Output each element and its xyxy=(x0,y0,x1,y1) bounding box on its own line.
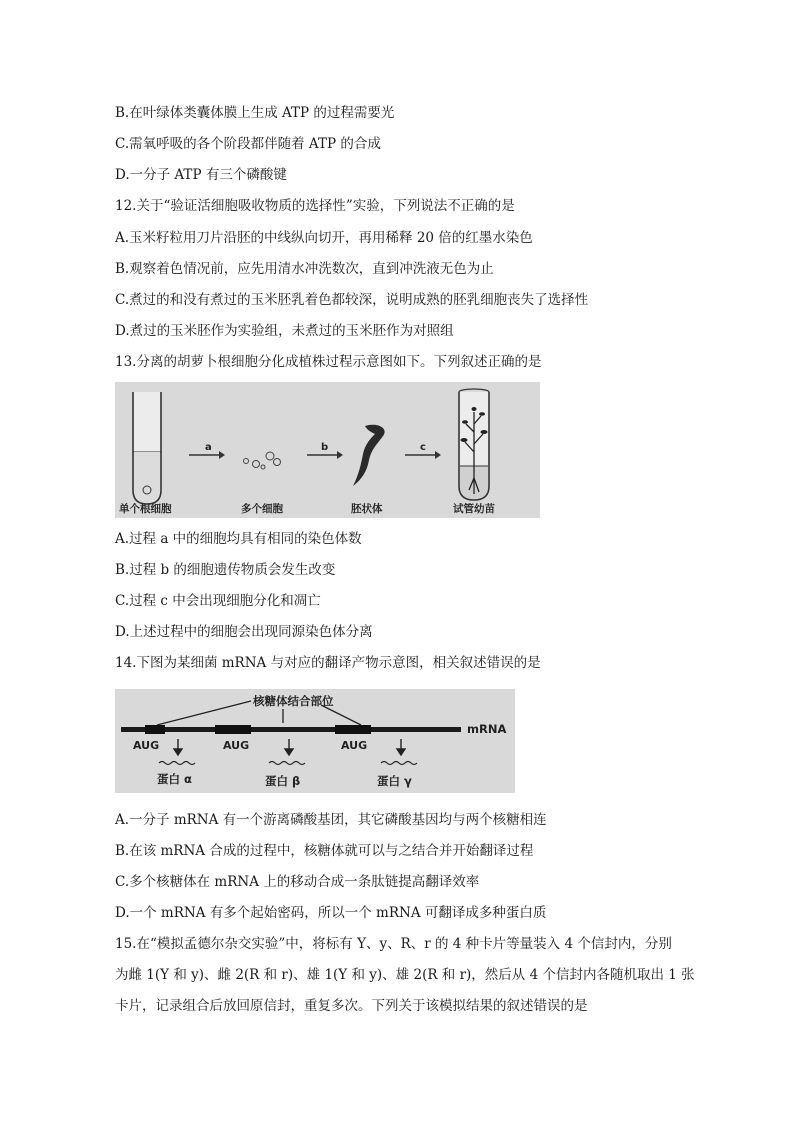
label-embryoid: 胚状体 xyxy=(351,503,383,515)
arrow-a-icon xyxy=(189,442,225,459)
option-b-q11: B.在叶绿体类囊体膜上生成 ATP 的过程需要光 xyxy=(115,105,395,121)
option-d-q13: D.上述过程中的细胞会出现同源染色体分离 xyxy=(115,624,373,640)
protein-gamma-label: 蛋白 γ xyxy=(377,774,412,788)
option-b-q12: B.观察着色情况前，应先用清水冲洗数次，直到冲洗液无色为止 xyxy=(115,261,494,277)
down-arrow-icon xyxy=(174,739,405,755)
protein-beta-label: 蛋白 β xyxy=(265,774,301,788)
option-a-q13: A.过程 a 中的细胞均具有相同的染色体数 xyxy=(115,531,362,547)
embryoid-icon xyxy=(353,425,385,486)
mrna-strand xyxy=(121,727,461,732)
option-b-q13: B.过程 b 的细胞遗传物质会发生改变 xyxy=(115,562,336,578)
aug-label-2: AUG xyxy=(223,739,250,752)
label-seedling: 试管幼苗 xyxy=(453,503,495,515)
question-15-line-2: 为雌 1(Y 和 y)、雌 2(R 和 r)、雄 1(Y 和 y)、雄 2(R 和 r)，然后从 4 个信封内各随机取出 1 张 xyxy=(115,967,695,983)
label-multi-cell: 多个细胞 xyxy=(241,503,283,515)
protein-alpha-label: 蛋白 α xyxy=(157,772,192,786)
test-tube-icon xyxy=(133,392,161,504)
arrow-c-label: c xyxy=(420,442,426,453)
arrow-c-icon xyxy=(405,442,441,459)
question-13: 13.分离的胡萝卜根细胞分化成植株过程示意图如下。下列叙述正确的是 xyxy=(115,354,542,370)
label-single-cell: 单个根细胞 xyxy=(119,503,172,515)
binding-site-label: 核糖体结合部位 xyxy=(253,694,334,708)
question-14: 14.下图为某细菌 mRNA 与对应的翻译产物示意图，相关叙述错误的是 xyxy=(115,655,541,671)
arrow-b-icon xyxy=(307,442,343,459)
aug-label-1: AUG xyxy=(133,739,160,752)
option-a-q12: A.玉米籽粒用刀片沿胚的中线纵向切开，再用稀释 20 倍的红墨水染色 xyxy=(115,230,533,246)
figure-13-carrot-culture xyxy=(115,382,540,518)
figure-14-mrna-translation xyxy=(115,689,515,793)
arrow-a-label: a xyxy=(205,442,212,453)
arrow-b-label: b xyxy=(321,442,329,453)
option-b-q14: B.在该 mRNA 合成的过程中，核糖体就可以与之结合并开始翻译过程 xyxy=(115,843,534,859)
option-d-q14: D.一个 mRNA 有多个起始密码，所以一个 mRNA 可翻译成多种蛋白质 xyxy=(115,905,547,921)
question-15-line-3: 卡片，记录组合后放回原信封，重复多次。下列关于该模拟结果的叙述错误的是 xyxy=(115,998,588,1014)
option-c-q13: C.过程 c 中会出现细胞分化和凋亡 xyxy=(115,593,321,609)
aug-label-3: AUG xyxy=(341,739,368,752)
cells-icon xyxy=(244,452,281,469)
question-12: 12.关于“验证活细胞吸收物质的选择性”实验，下列说法不正确的是 xyxy=(115,198,515,214)
option-d-q11: D.一分子 ATP 有三个磷酸键 xyxy=(115,167,287,183)
test-tube-seedling-icon xyxy=(459,389,489,500)
peptide-chain-icon xyxy=(159,762,417,765)
option-a-q14: A.一分子 mRNA 有一个游离磷酸基团，其它磷酸基因均与两个核糖相连 xyxy=(115,812,547,828)
question-15-line-1: 15.在“模拟孟德尔杂交实验”中，将标有 Y、y、R、r 的 4 种卡片等量装入 4 个信封内，分别 xyxy=(115,936,672,952)
option-c-q14: C.多个核糖体在 mRNA 上的移动合成一条肽链提高翻译效率 xyxy=(115,874,480,890)
mrna-label: mRNA xyxy=(467,722,507,736)
option-d-q12: D.煮过的玉米胚作为实验组，未煮过的玉米胚作为对照组 xyxy=(115,323,454,339)
option-c-q11: C.需氧呼吸的各个阶段都伴随着 ATP 的合成 xyxy=(115,136,381,152)
option-c-q12: C.煮过的和没有煮过的玉米胚乳着色都较深，说明成熟的胚乳细胞丧失了选择性 xyxy=(115,292,589,308)
